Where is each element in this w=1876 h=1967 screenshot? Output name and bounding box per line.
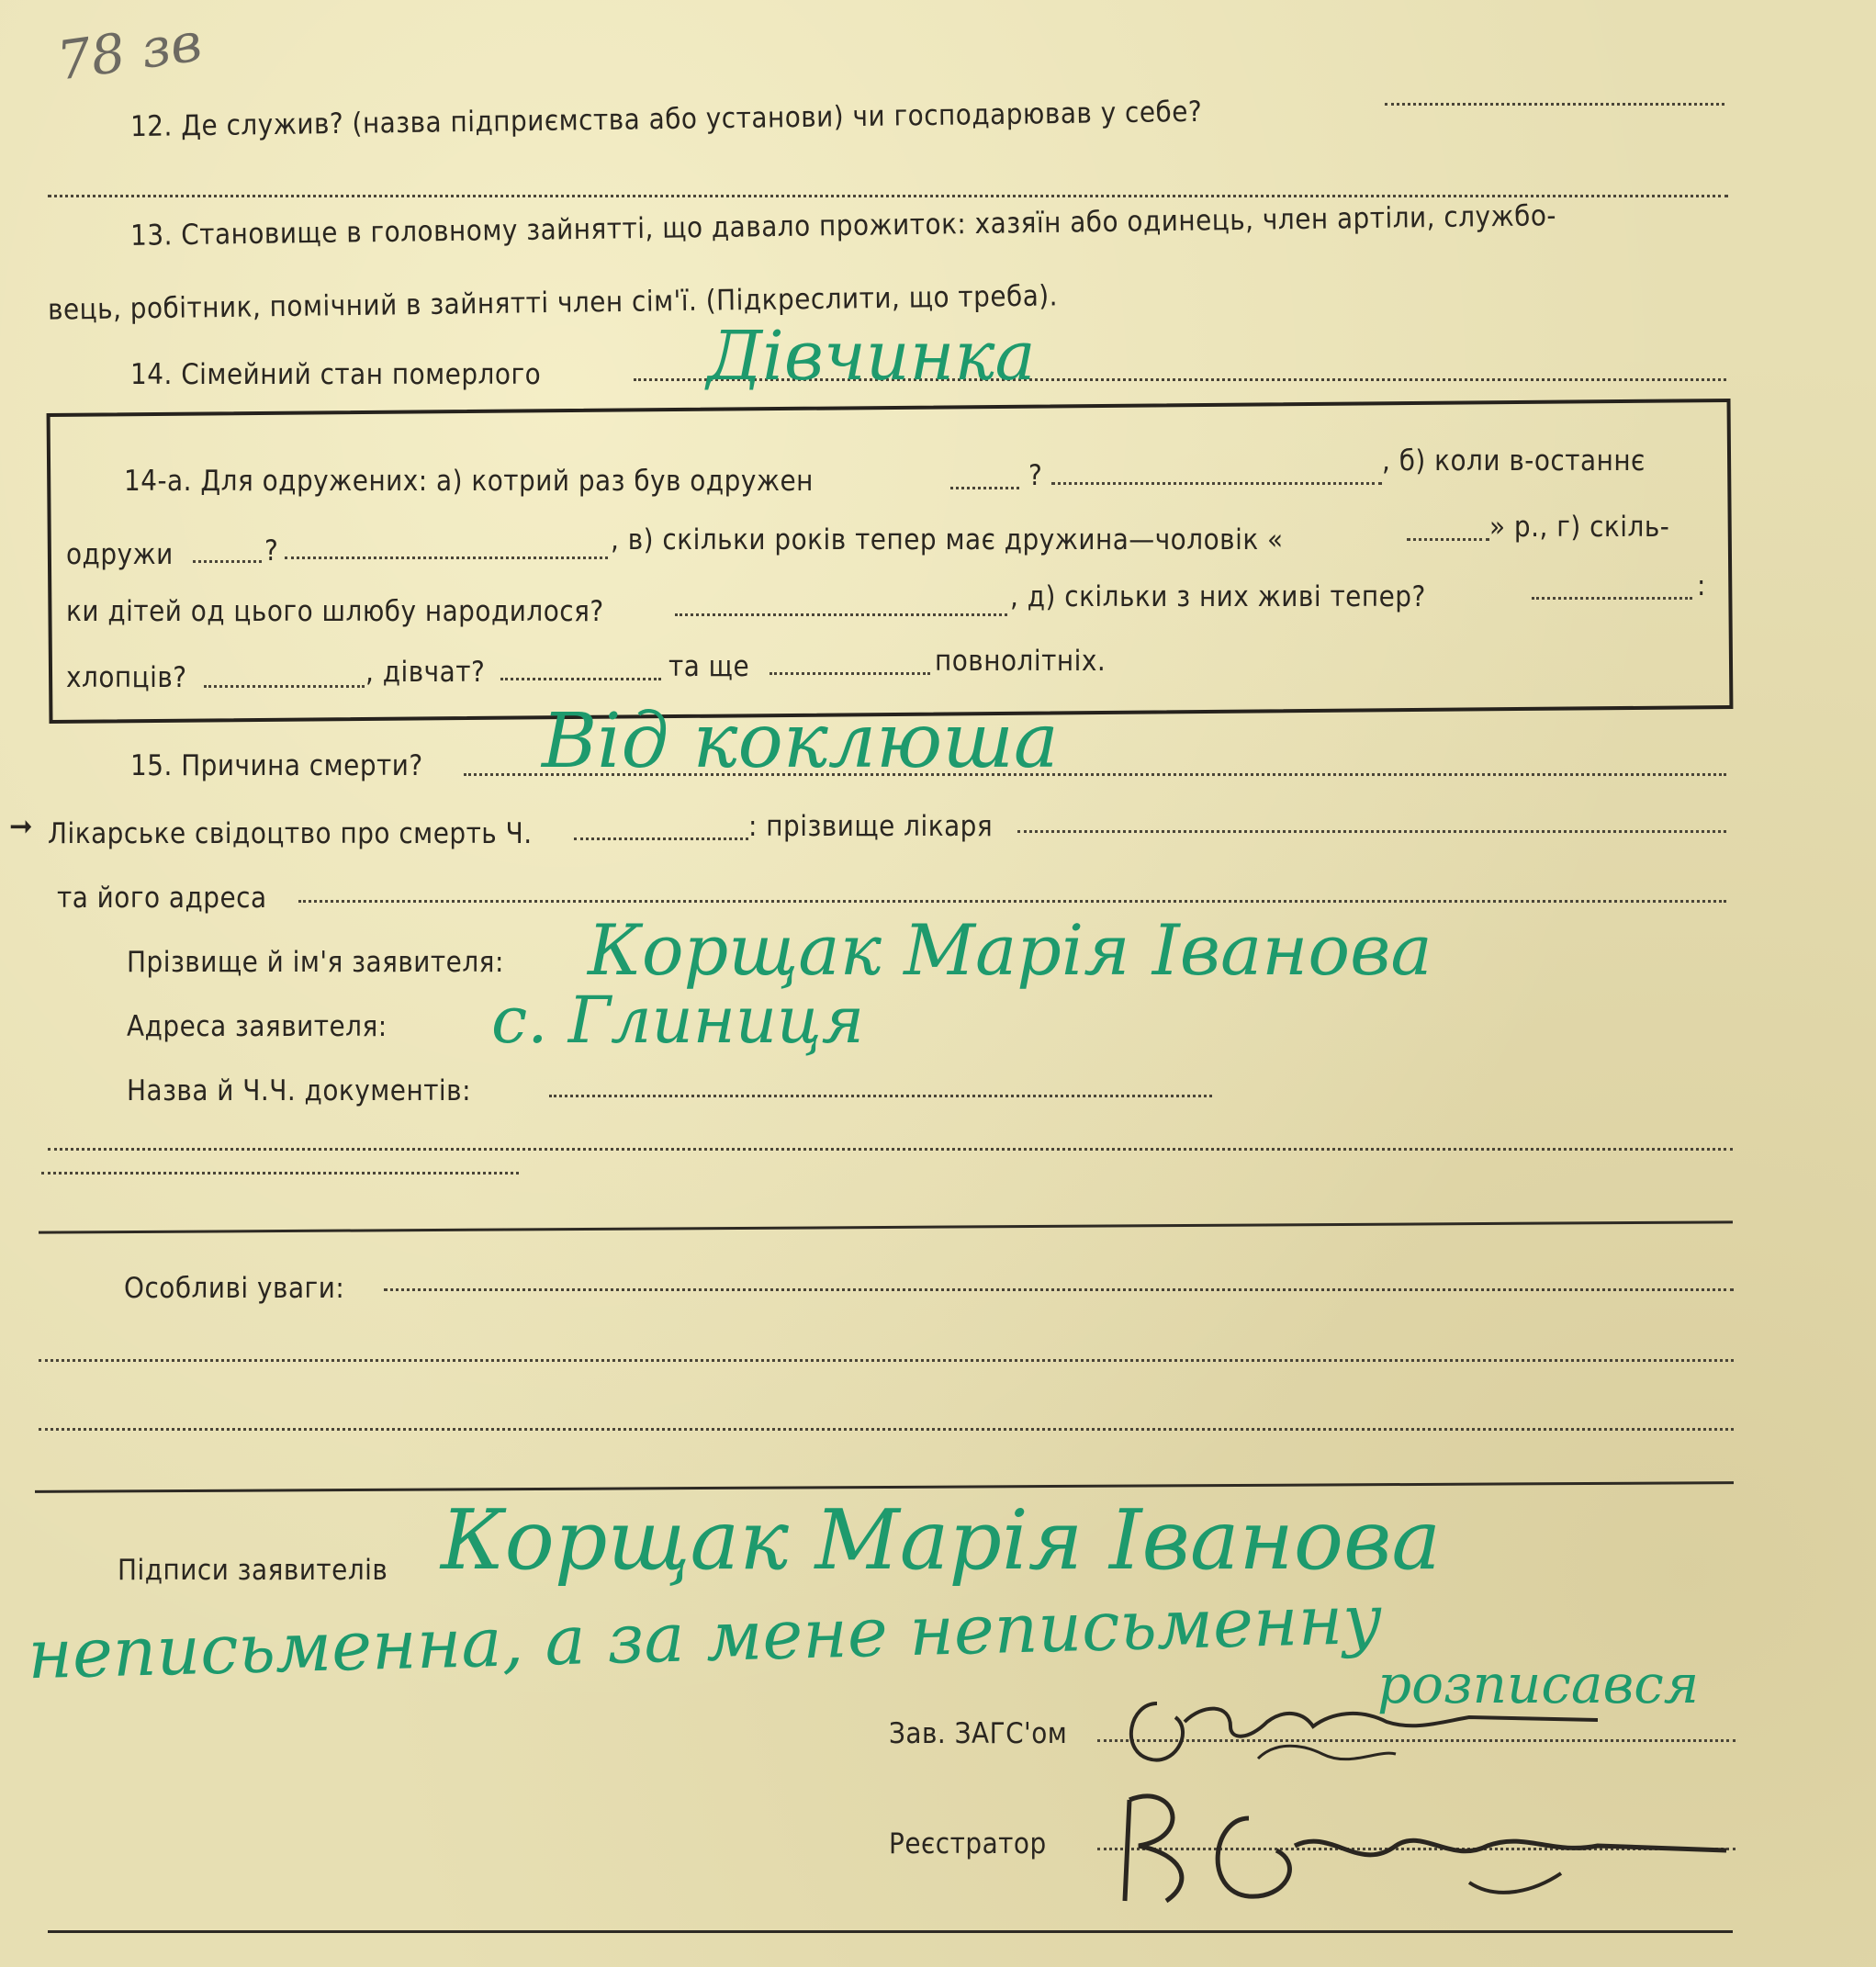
registrar-signature [1102,1763,1745,1928]
signed-for-handwritten: розписався [1377,1653,1700,1715]
doctor-address-label: та його адреса [57,882,267,915]
q14a-dots-2 [1051,482,1382,485]
q14a-dots-8 [204,685,365,688]
question-14-label: 14. Сімейний стан померлого [130,358,542,391]
q14a-line3-b: , д) скільки з них живі тепер? [1010,580,1426,613]
q14a-line4-c: та ще [668,650,750,683]
question-15-label: 15. Причина смерти? [130,749,423,782]
q12-answer-line-2 [48,195,1728,197]
medical-certificate-label: Лікарське свідоцтво про смерть Ч. [48,817,533,850]
q14a-dots-9 [500,678,661,680]
q14-answer-handwritten: Дівчинка [707,317,1036,396]
notes-line-2 [39,1359,1734,1362]
documents-label: Назва й Ч.Ч. документів: [127,1074,472,1107]
doctor-address-line [298,900,1726,903]
q14a-dots-5 [1407,538,1489,541]
signatures-label: Підписи заявителів [118,1554,388,1587]
question-13-line1: 13. Становище в головному зайнятті, що давало прожиток: хазяїн або одинець, член артіли, службо- [129,199,1557,253]
notes-line-1 [384,1288,1734,1291]
applicant-address-handwritten: с. Глиниця [491,983,865,1058]
q14a-line1-c: , б) коли в-останнє [1382,444,1646,478]
documents-line-2 [48,1148,1733,1151]
question-12-label: 12. Де служив? (назва підприємства або установи) чи господарював у себе? [129,95,1203,144]
q14a-line4-a: хлопців? [66,661,187,694]
q14a-line1-a: 14-а. Для одружених: а) котрий раз був одружен [124,465,814,498]
q14a-dots-6 [675,613,1007,616]
q12-answer-line [1385,103,1724,106]
registrar-label: Реєстратор [889,1827,1047,1860]
doctor-label: : прізвище лікаря [748,810,994,843]
q14a-line1-b: ? [1028,459,1043,492]
archive-page-number: 78 зв [53,10,206,93]
q14a-line2-d: » р., г) скіль- [1489,511,1670,544]
applicant-address-label: Адреса заявителя: [127,1010,388,1043]
documents-line [549,1095,1212,1097]
q14a-dots-10 [769,672,930,675]
q14a-dots-4 [285,556,608,559]
bottom-rule [48,1930,1733,1933]
q14a-dots-7 [1532,597,1692,600]
q15-answer-handwritten: Від коклюша [542,698,1059,785]
medical-number-line [574,837,748,840]
q14a-line4-b: , дівчат? [365,656,486,689]
documents-line-3 [41,1172,519,1175]
q14a-line2-b: ? [264,534,279,568]
notes-line-3 [39,1428,1734,1431]
applicant-signature-handwritten: Корщак Марія Іванова [441,1492,1442,1589]
q14a-dots-1 [950,487,1019,489]
q14a-dots-3 [193,560,262,563]
q14a-line2-a: одружи [66,538,174,571]
arrow-mark: ➞ [9,808,34,845]
q14a-line2-c: , в) скільки років тепер має дружина—чоловік « [611,523,1284,556]
applicant-name-label: Прізвище й ім'я заявителя: [127,946,504,979]
section-divider-1 [39,1220,1733,1233]
section-divider-2 [35,1481,1734,1493]
notes-label: Особливі уваги: [124,1272,345,1305]
question-13-line2: вець, робітник, помічний в зайнятті член сім'ї. (Підкреслити, що треба). [47,279,1059,327]
applicant-name-handwritten: Корщак Марія Іванова [588,909,1432,991]
q14a-line3-c: : [1697,569,1706,602]
q14a-line4-d: повнолітніх. [935,645,1107,678]
doctor-name-line [1017,830,1726,833]
zags-head-label: Зав. ЗАГС'ом [889,1717,1068,1750]
illiterate-note-handwritten: неписьменна, а за мене неписьменну [27,1579,1384,1695]
q14a-line3-a: ки дітей од цього шлюбу народилося? [66,595,604,628]
